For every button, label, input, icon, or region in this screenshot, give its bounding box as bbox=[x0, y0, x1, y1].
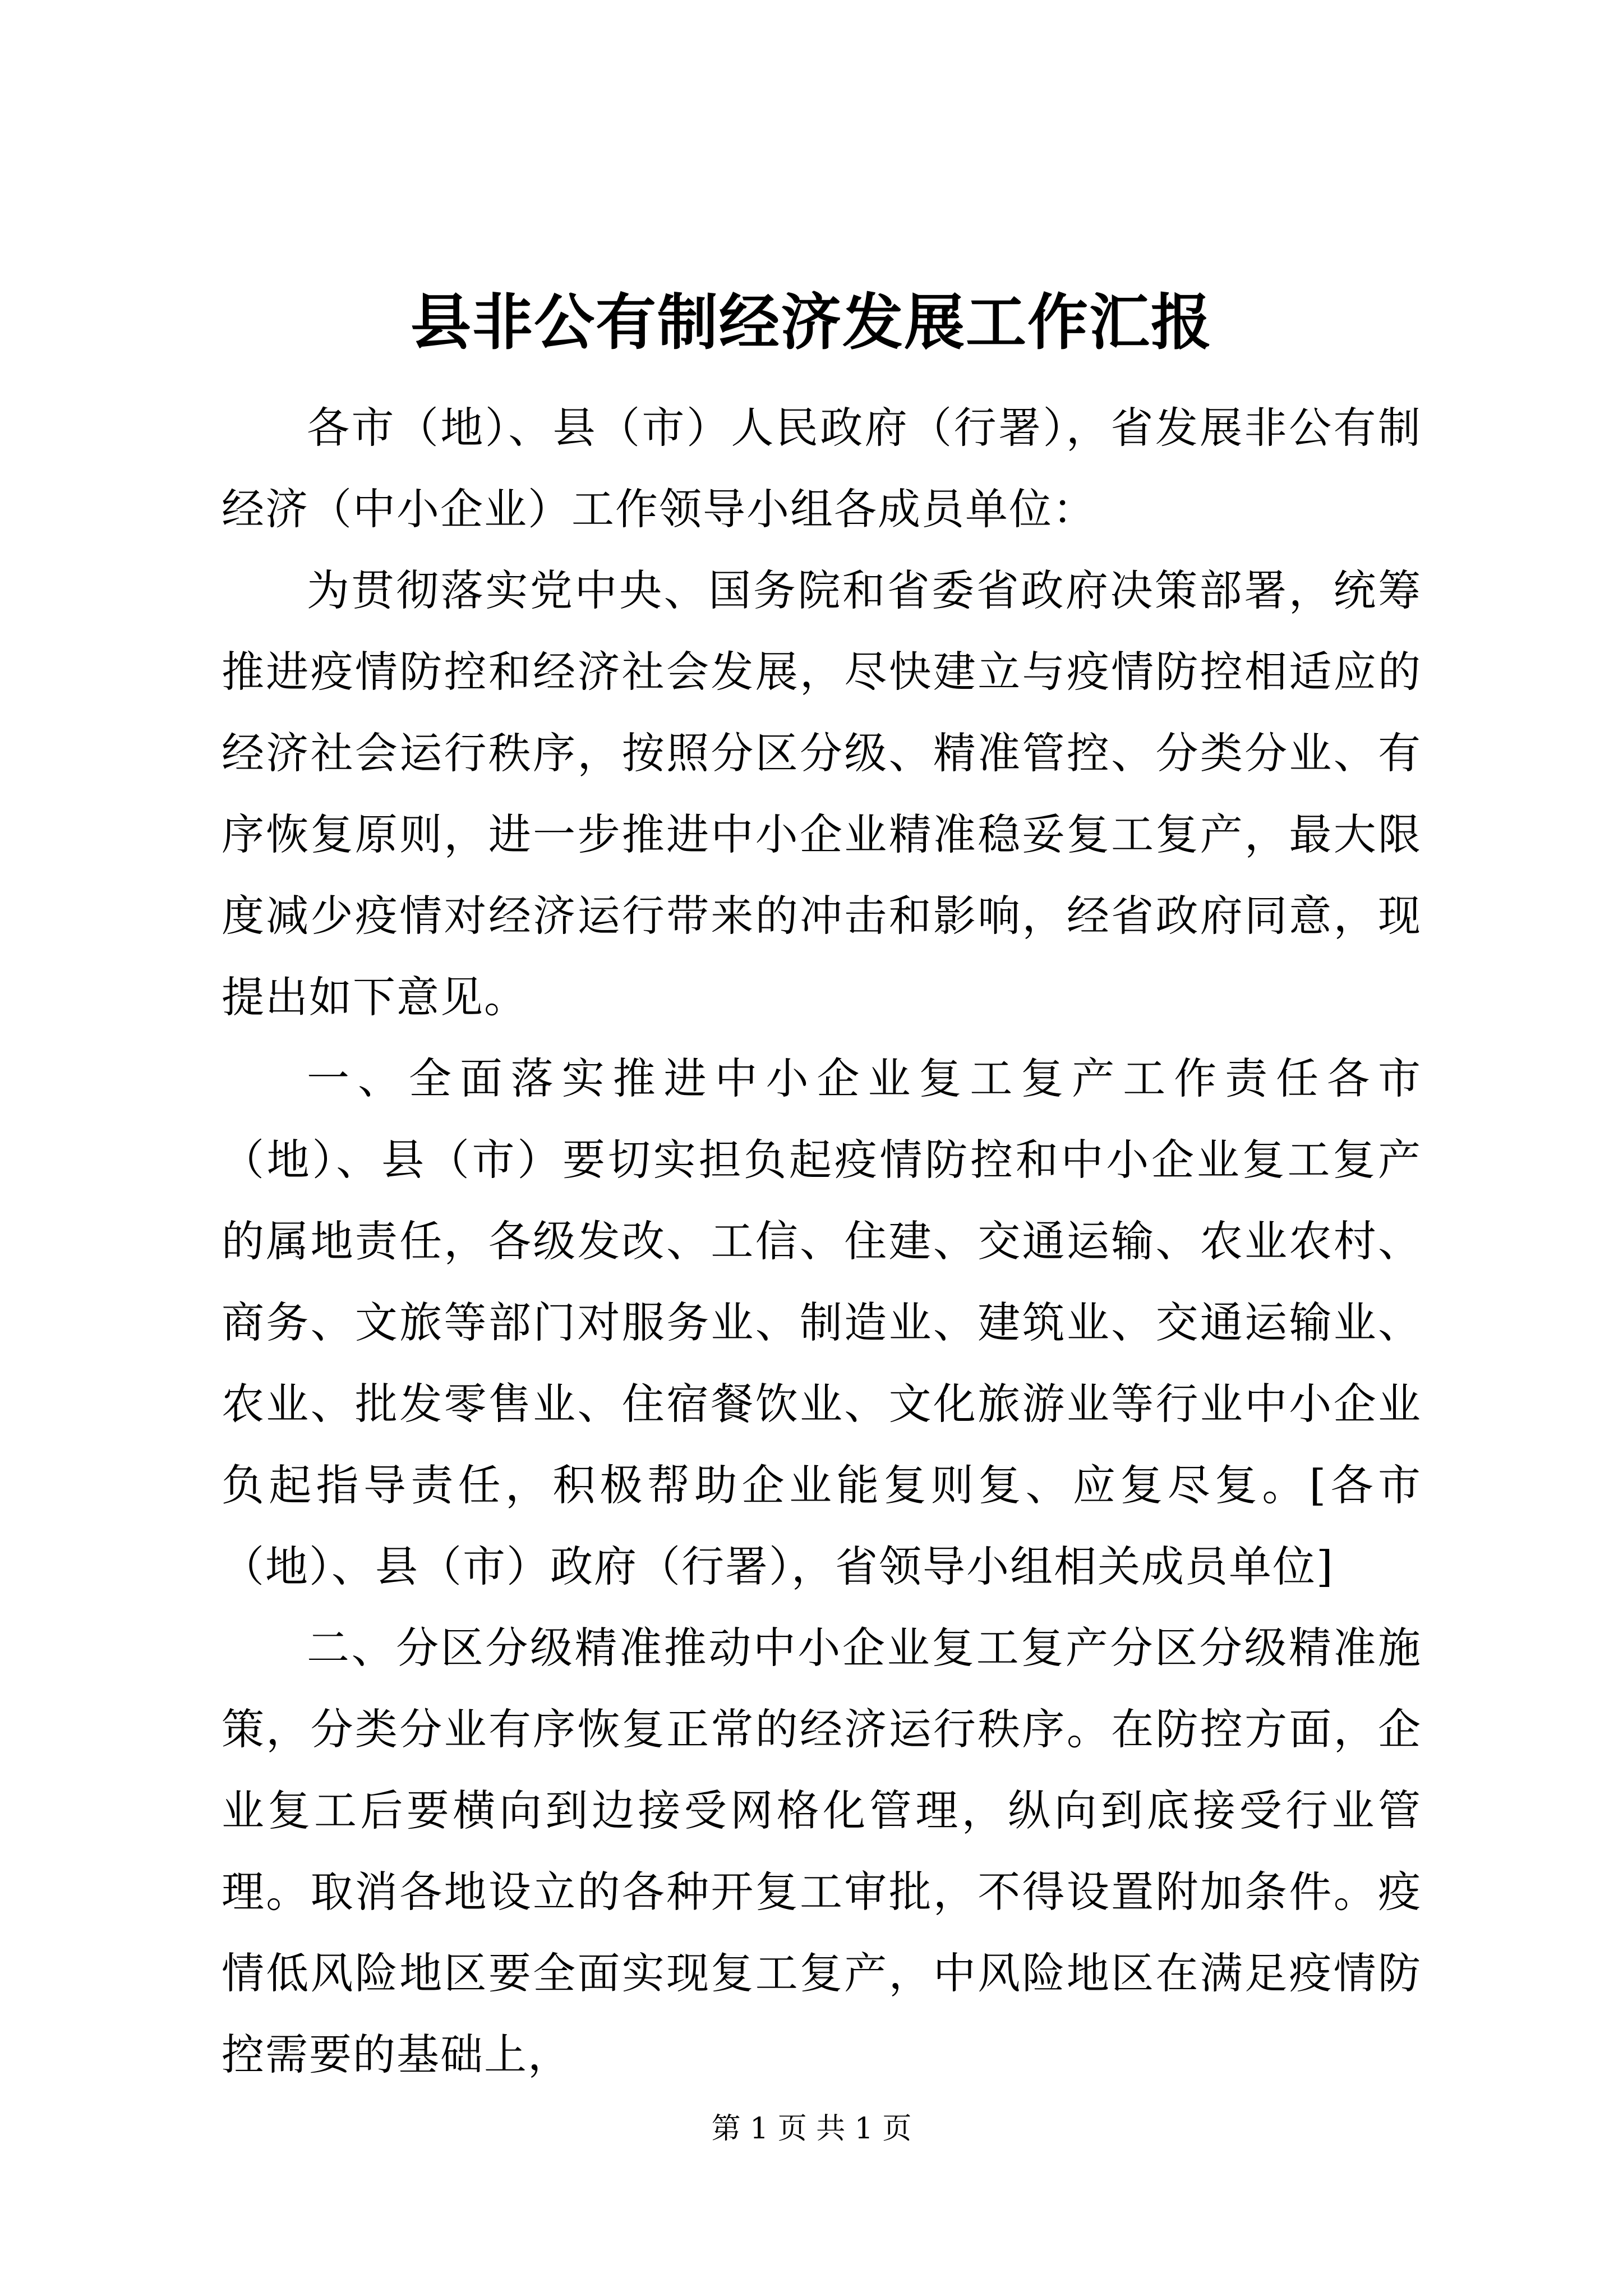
greeting-paragraph: 各市（地）、县（市）人民政府（行署），省发展非公有制经济（中小企业）工作领导小组各成员单位： bbox=[222, 403, 1422, 534]
section-two-paragraph: 二、分区分级精准推动中小企业复工复产分区分级精准施策，分类分业有序恢复正常的经济运行秩序。在防控方面，企业复工后要横向到边接受网格化管理，纵向到底接受行业管理。取消各地设立的各种开复工审批，不得设置附加条件。疫情低风险地区要全面实现复工复产，中风险地区在满足疫情防控需要的基础上， bbox=[222, 1623, 1422, 2079]
document-title: 县非公有制经济发展工作汇报 bbox=[410, 287, 1212, 358]
intro-paragraph: 为贯彻落实党中央、国务院和省委省政府决策部署，统筹推进疫情防控和经济社会发展，尽快建立与疫情防控相适应的经济社会运行秩序，按照分区分级、精准管控、分类分业、有序恢复原则，进一步推进中小企业精准稳妥复工复产，最大限度减少疫情对经济运行带来的冲击和影响，经省政府同意，现提出如下意见。 bbox=[222, 565, 1422, 1022]
document-body bbox=[222, 387, 1422, 2095]
section-one-paragraph: 一、全面落实推进中小企业复工复产工作责任各市（地）、县（市）要切实担负起疫情防控和中小企业复工复产的属地责任，各级发改、工信、住建、交通运输、农业农村、商务、文旅等部门对服务业、制造业、建筑业、交通运输业、农业、批发零售业、住宿餐饮业、文化旅游业等行业中小企业负起指导责任，积极帮助企业能复则复、应复尽复。[各市（地）、县（市）政府（行署），省领导小组相关成员单位] bbox=[222, 1053, 1422, 1591]
page-number-footer: 第 1 页 共 1 页 bbox=[711, 2112, 912, 2146]
